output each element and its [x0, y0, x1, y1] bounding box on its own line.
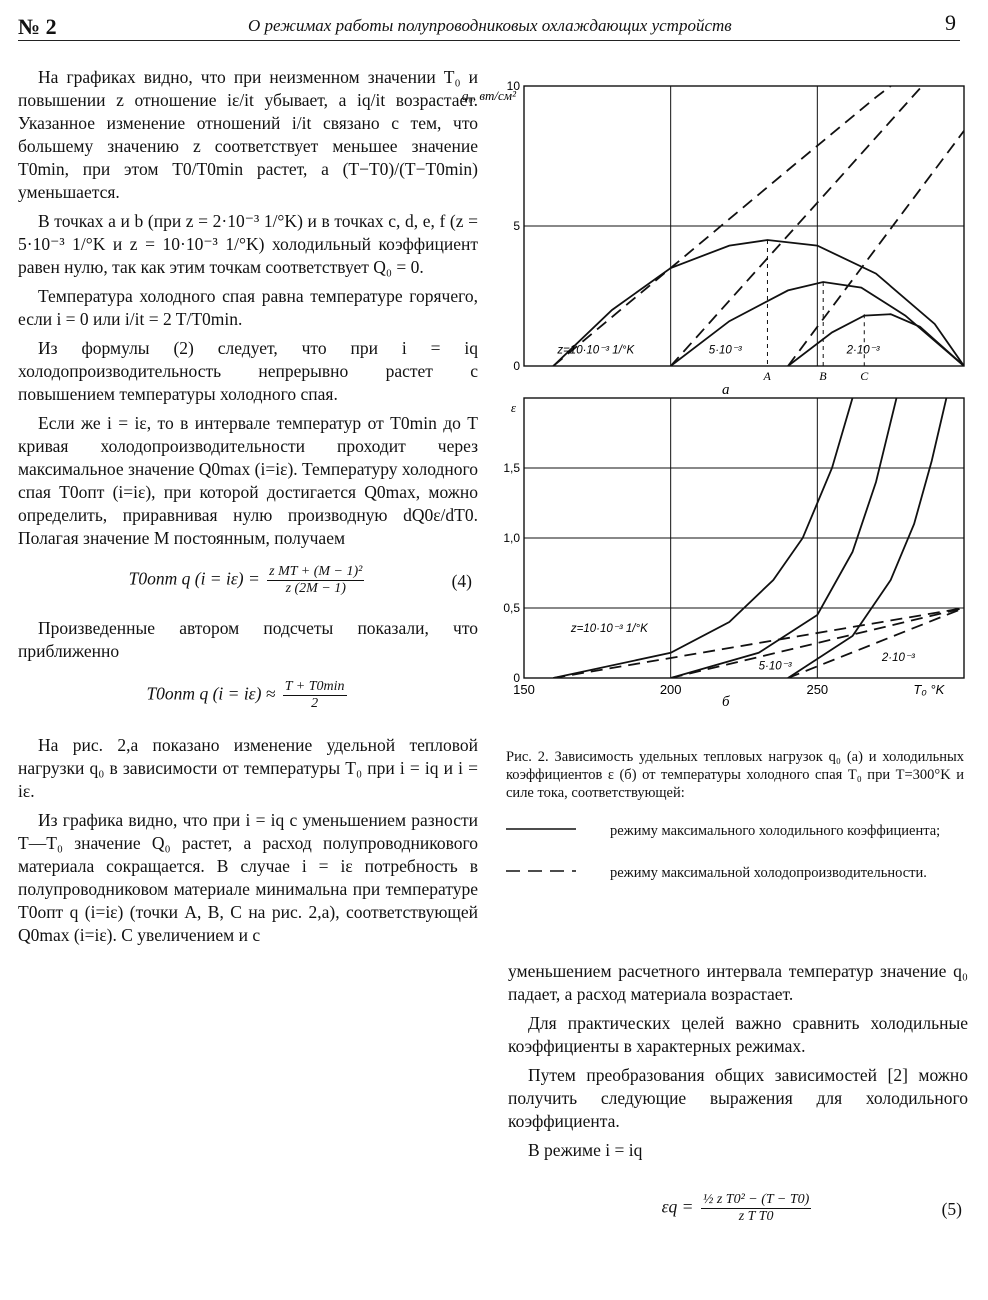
curve-label: 2·10⁻³ [881, 652, 915, 665]
panel-a [462, 30, 964, 398]
curve-label: z=10·10⁻³ 1/°K [557, 344, 635, 357]
legend-solid-text: режиму максимального холодильного коэффициента; [610, 823, 941, 839]
formula-fraction [701, 1192, 811, 1225]
dashed-line-sample [506, 868, 576, 874]
point-label: A [763, 369, 771, 383]
x-tick-label: 200 [659, 682, 682, 697]
formula-lhs: εq = [661, 1196, 694, 1217]
point-label: C [860, 369, 869, 383]
y-tick-label: 1,0 [503, 531, 520, 545]
paragraph: На графиках видно, что при неизменном значении T₀ и повышении z отношение iε/it убывает, а iq/it возрастает. Указанное изменение отношений i/it связано с тем, что большему значению z соответствует меньшее значение T0min, при этом T0/T0min растет, а (T−T0)/(T−T0min) уменьшается. [18, 67, 478, 202]
series-line [788, 131, 964, 366]
y-tick-label: 0,5 [503, 601, 520, 615]
y-tick-label: 1,5 [503, 461, 520, 475]
paragraph: В режиме i = iq [528, 1140, 643, 1160]
series-line [671, 72, 935, 366]
legend-solid [506, 822, 964, 860]
panel-label: б [722, 694, 730, 710]
x-axis-label: T₀ °K [913, 682, 945, 697]
x-tick-label: 250 [806, 682, 829, 697]
point-label: B [819, 369, 827, 383]
paragraph: В точках a и b (при z = 2·10⁻³ 1/°K) и в точках c, d, e, f (z = 5·10⁻³ 1/°K и z = 10·10⁻³ 1/°K) холодильный коэффициент равен нулю, так как этим точкам соответствует Q₀ = 0. [18, 211, 478, 277]
panel-b [503, 398, 964, 710]
solid-line-sample [506, 826, 576, 832]
left-column [18, 66, 478, 953]
paragraph: Для практических целей важно сравнить холодильные коэффициенты в характерных режимах. [508, 1013, 968, 1056]
equation-number: (5) [941, 1199, 962, 1219]
paragraph: Произведенные автором подсчеты показали, что приближенно [18, 618, 478, 661]
formula-approx [18, 679, 478, 712]
denominator: 2 [311, 696, 319, 711]
running-title: О режимах работы полупроводниковых охлаждающих устройств [248, 16, 732, 35]
legend-dashed [506, 864, 964, 902]
formula-fraction [267, 564, 364, 597]
y-tick-label: 10 [506, 79, 520, 93]
paragraph: Если же i = iε, то в интервале температур от T0min до T кривая холодопроизводительности проходит через максимальное значение Q0max (i=iε). Температуру холодного спая T0опт (i=iε), при которой достигается Q0max, можно определить, приравнивая нулю производную dQ0ε/dT0. Полагая значение M постоянным, получаем [18, 413, 478, 548]
y-axis-label: ε [510, 400, 516, 415]
right-column [508, 960, 968, 1233]
denominator: z (2M − 1) [285, 581, 346, 596]
paragraph: Путем преобразования общих зависимостей [2] можно получить следующие выражения для холодильного коэффициента. [508, 1065, 968, 1131]
y-tick-label: 5 [513, 219, 520, 233]
issue-number: № 2 [18, 14, 57, 39]
y-tick-label: 0 [513, 671, 520, 685]
curve-label: z=10·10⁻³ 1/°K [570, 622, 648, 635]
page-header [18, 8, 960, 41]
formula-fraction [283, 679, 347, 712]
formula-lhs: T0опт q (i = iε) = [128, 568, 260, 589]
numerator: ½ z T0² − (T − T0) [702, 1192, 810, 1207]
y-tick-label: 0 [513, 359, 520, 373]
paragraph: На рис. 2,а показано изменение удельной тепловой нагрузки q₀ в зависимости от температуры T₀ при i = iq и i = iε. [18, 735, 478, 801]
x-tick-label: 150 [513, 682, 535, 697]
panel-label: а [722, 382, 730, 398]
denominator: z T T0 [738, 1209, 774, 1224]
figure-2 [461, 76, 976, 736]
legend-dashed-text: режиму максимальной холодопроизводительности. [610, 865, 927, 881]
curve-label: 5·10⁻³ [758, 660, 792, 673]
equation-number: (4) [451, 571, 472, 591]
paragraph: Температура холодного спая равна температуре горячего, если i = 0 или i/it = 2 T/T0min. [18, 286, 478, 329]
formula-lhs: T0опт q (i = iε) ≈ [146, 683, 276, 704]
numerator: z MT + (M − 1)² [269, 564, 363, 579]
series-line [788, 314, 964, 366]
y-axis-label: q₀, вт/см² [461, 88, 516, 103]
numerator: T + T0min [284, 679, 345, 694]
figure-caption: Рис. 2. Зависимость удельных тепловых нагрузок q₀ (а) и холодильных коэффициентов ε (б) от температуры холодного спая T₀ при T=300°K и силе тока, соответствующей: [506, 749, 964, 801]
paragraph: Из графика видно, что при i = iq с уменьшением разности T—T₀ значение Q₀ растет, а расход полупроводникового материала сокращается. В случае i = iε потребность в полупроводниковом материале минимальна при температуре T0опт q (i=iε) (точки A, B, C на рис. 2,а), соответствующей Q0max (i=iε). С увеличением и с [18, 810, 478, 945]
formula-4 [18, 564, 478, 597]
series-line [553, 30, 964, 366]
paragraph: Из формулы (2) следует, что при i = iq холодопроизводительность непрерывно растет с повышением температуры холодного спая. [18, 338, 478, 404]
curve-label: 5·10⁻³ [708, 344, 742, 357]
curve-label: 2·10⁻³ [846, 344, 880, 357]
page-number: 9 [945, 10, 956, 35]
formula-5 [508, 1192, 968, 1225]
series-line [788, 608, 964, 678]
paragraph: уменьшением расчетного интервала температур значение q₀ падает, а расход материала возрастает. [508, 961, 968, 1004]
